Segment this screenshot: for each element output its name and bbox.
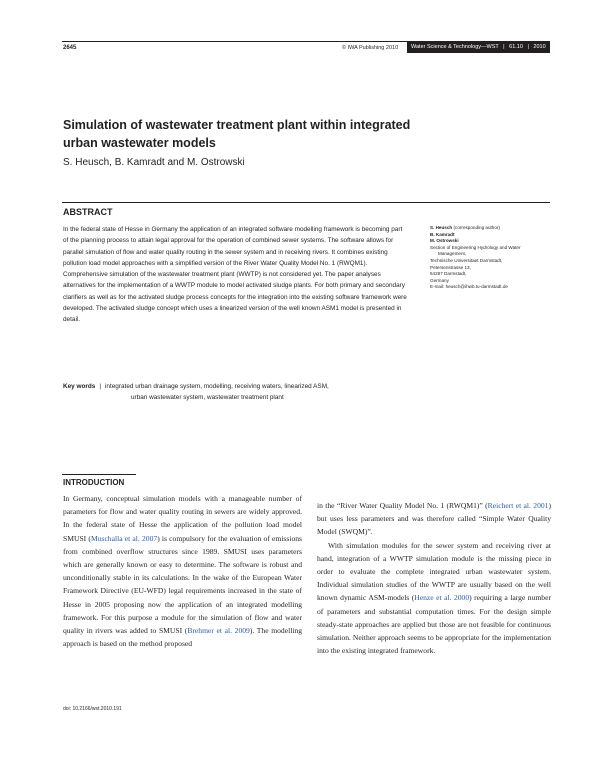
author-3-name: M. Ostrowski xyxy=(430,238,459,244)
body-column-right xyxy=(317,499,551,657)
paragraph: With simulation modules for the sewer system and receiving river at hand, integration of a WWTP simulation module is the missing piece in order to evaluate the complete integrated urban wastewater system. Individual simulation studies of the WWTP are usually based on the well known dynamic ASM-models (Henze et al. 2000) requiring a large number of parameters and substantial computation times. For the design simple steady-state approaches are applied but those are not feasible for continuous simulation. Neither approach seems to be appropriate for the implementation into the existing integrated framework. xyxy=(317,540,551,656)
affiliation-line: Germany xyxy=(430,277,449,283)
doi: doi: 10.2166/wst.2010.191 xyxy=(63,706,122,712)
corresponding-note: (corresponding author) xyxy=(453,225,500,230)
body-column-left xyxy=(63,492,302,650)
keywords: Key words | integrated urban drainage system, modelling, receiving waters, linearized ASM, urban wastewater system, wastewater treatment plant xyxy=(63,381,408,404)
article-title: Simulation of wastewater treatment plant within integrated urban wastewater models xyxy=(63,118,411,150)
author-1-name: S. Heusch xyxy=(430,225,453,230)
journal-banner: Water Science & Technology—WST | 61.10 | 2010 xyxy=(407,42,550,53)
affiliation-email: E-mail: heusch@ihwb.tu-darmstadt.de xyxy=(430,284,508,290)
paragraph: In Germany, conceptual simulation models with a manageable number of parameters for flow and water quality routing in sewers are widely approved. In the federal state of Hesse the application of the pollution load model SMUSI (Muschalla et al. 2007) is compulsory for the evaluation of emissions from combined overflow structures since 1989. SMUSI uses parameters which are generally known or easy to determine. The software is robust and unconditionally stable in its calculations. In the wake of the European Water Framework Directive (EU-WFD) legal requirements increased in the state of Hesse in 2005 proposing now the application of an integrated modelling framework. For this purpose a module for the simulation of flow and water quality in rivers was added to SMUSI (Brehmer et al. 2009). The modelling approach is based on the method proposed xyxy=(63,494,303,649)
journal-year: 2010 xyxy=(533,44,546,50)
page-number: 2645 xyxy=(63,45,77,51)
affiliation-line: Section of Engineering Hydrology and Water xyxy=(430,244,521,250)
citation-link[interactable]: Henze et al. 2000 xyxy=(414,593,470,603)
author-2-name: B. Kamradt xyxy=(430,231,455,237)
keywords-line-2: urban wastewater system, wastewater treatment plant xyxy=(131,394,284,402)
citation-link[interactable]: Brehmer et al. 2009 xyxy=(187,626,250,636)
affiliation-line: Technische Universitaet Darmstadt, xyxy=(430,257,503,263)
abstract-heading: ABSTRACT xyxy=(63,207,113,217)
keywords-line-1: integrated urban drainage system, modelling, receiving waters, linearized ASM, xyxy=(105,383,329,390)
affiliation-line: Management, xyxy=(438,251,467,257)
introduction-rule xyxy=(62,474,136,475)
introduction-heading: INTRODUCTION xyxy=(63,478,125,487)
publisher-notice: © IWA Publishing 2010 xyxy=(342,45,399,51)
citation-link[interactable]: Muschalla et al. 2007 xyxy=(90,533,158,543)
citation-link[interactable]: Reichert et al. 2001 xyxy=(487,501,549,510)
journal-name: Water Science & Technology—WST xyxy=(411,44,499,50)
abstract-body: In the federal state of Hesse in Germany the application of an integrated software modelling framework is becoming part of the planning process to attain legal approval for the operation of combined sewer systems. The software allows for parallel simulation of flow and water quality routing in the sewer system and in receiving rivers. It combines existing pollution load model approaches with a simplified version of the River Water Quality Model No. 1 (RWQM1). Comprehensive simulation of the wastewater treatment plant (WWTP) is not considered yet. The paper analyses alternatives for the implementation of a WWTP module to model activated sludge plants. For both primary and secondary clarifiers as well as for the activated sludge process concepts for the integration into the existing software framework were developed. The activated sludge concept which uses a linearized version of the well known ASM1 model is presented in detail. xyxy=(63,226,407,324)
affiliation-line: Petersenstrasse 13, xyxy=(430,264,471,270)
author-affiliation xyxy=(430,225,550,291)
affiliation-line: 64287 Darmstadt, xyxy=(430,271,467,277)
article-authors: S. Heusch, B. Kamradt and M. Ostrowski xyxy=(63,157,245,168)
keywords-label: Key words xyxy=(63,383,96,390)
volume-issue: 61.10 xyxy=(509,44,523,50)
abstract-rule xyxy=(62,202,550,203)
paragraph: in the “River Water Quality Model No. 1 (RWQM1)” (Reichert et al. 2001) but uses less parameters and was therefore called “Simple Water Quality Model (SWQM)”. xyxy=(317,501,551,537)
